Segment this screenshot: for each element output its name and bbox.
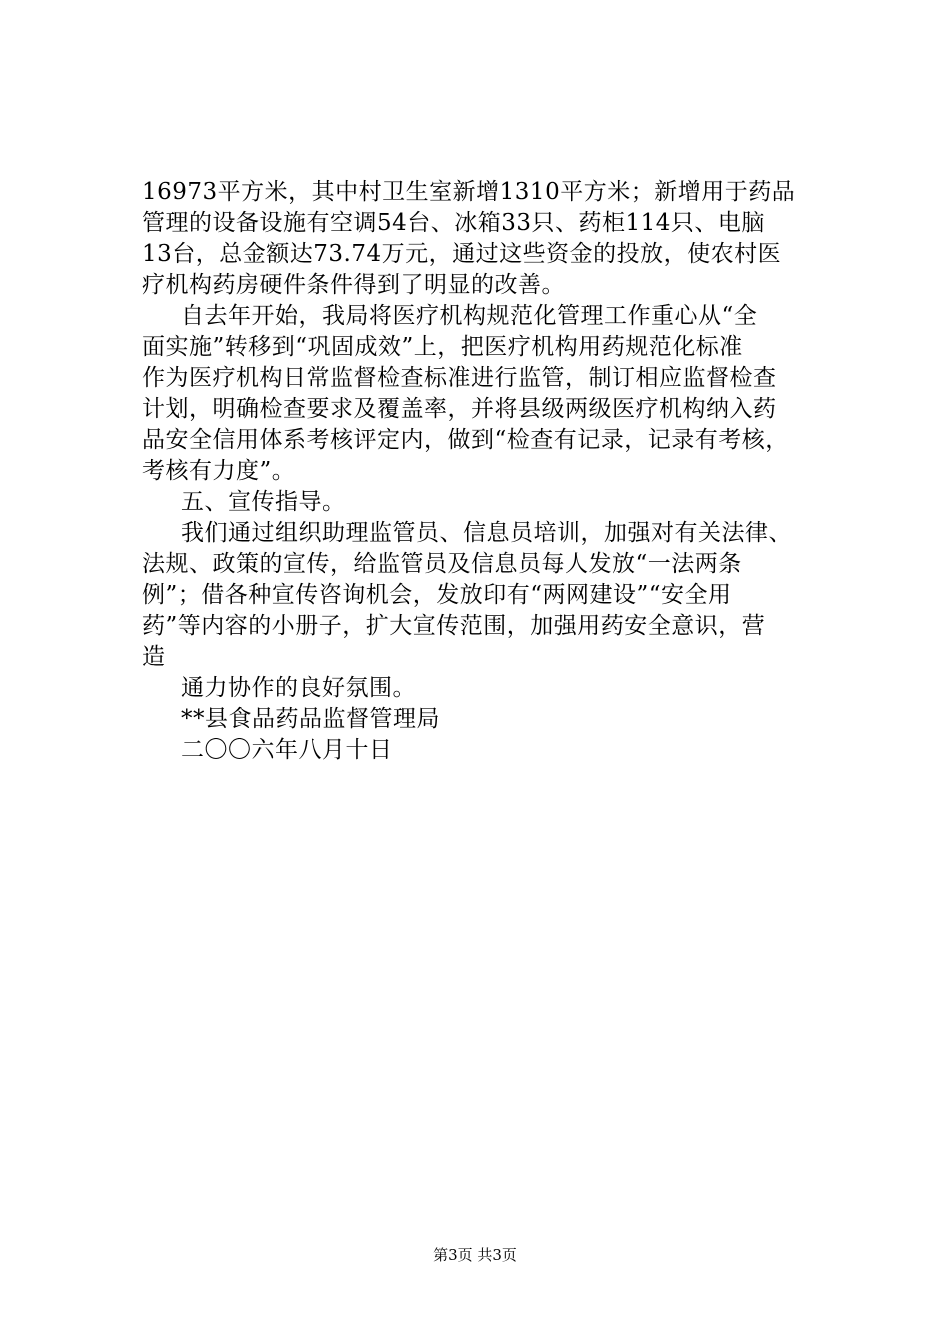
paragraph-line: 品安全信用体系考核评定内，做到“检查有记录，记录有考核， xyxy=(142,427,789,453)
paragraph-line: 作为医疗机构日常监督检查标准进行监管，制订相应监督检查 xyxy=(142,365,777,391)
paragraph-line: 疗机构药房硬件条件得到了明显的改善。 xyxy=(142,272,565,298)
paragraph-line: 我们通过组织助理监管员、信息员培训，加强对有关法律、 xyxy=(181,520,792,546)
page-number-footer: 第3页 共3页 xyxy=(433,1246,517,1264)
paragraph-line: 管理的设备设施有空调54台、冰箱33只、药柜114只、电脑 xyxy=(142,210,765,236)
signature-organization: **县食品药品监督管理局 xyxy=(181,706,440,732)
paragraph-line: 药”等内容的小册子，扩大宣传范围，加强用药安全意识，营 xyxy=(142,613,766,639)
paragraph-line: 自去年开始，我局将医疗机构规范化管理工作重心从“全 xyxy=(181,303,758,329)
paragraph-line: 通力协作的良好氛围。 xyxy=(181,675,416,701)
paragraph-line: 考核有力度”。 xyxy=(142,458,296,484)
signature-date: 二〇〇六年八月十日 xyxy=(181,737,393,763)
paragraph-line: 造 xyxy=(142,644,166,670)
section-heading: 五、宣传指导。 xyxy=(181,489,346,515)
paragraph-line: 例”；借各种宣传咨询机会，发放印有“两网建设”“安全用 xyxy=(142,582,732,608)
paragraph-line: 计划，明确检查要求及覆盖率，并将县级两级医疗机构纳入药 xyxy=(142,396,777,422)
paragraph-line: 面实施”转移到“巩固成效”上，把医疗机构用药规范化标准 xyxy=(142,334,743,360)
paragraph-line: 法规、政策的宣传，给监管员及信息员每人发放“一法两条 xyxy=(142,551,742,577)
paragraph-line: 16973平方米，其中村卫生室新增1310平方米；新增用于药品 xyxy=(142,179,796,205)
paragraph-line: 13台，总金额达73.74万元，通过这些资金的投放，使农村医 xyxy=(142,241,782,267)
